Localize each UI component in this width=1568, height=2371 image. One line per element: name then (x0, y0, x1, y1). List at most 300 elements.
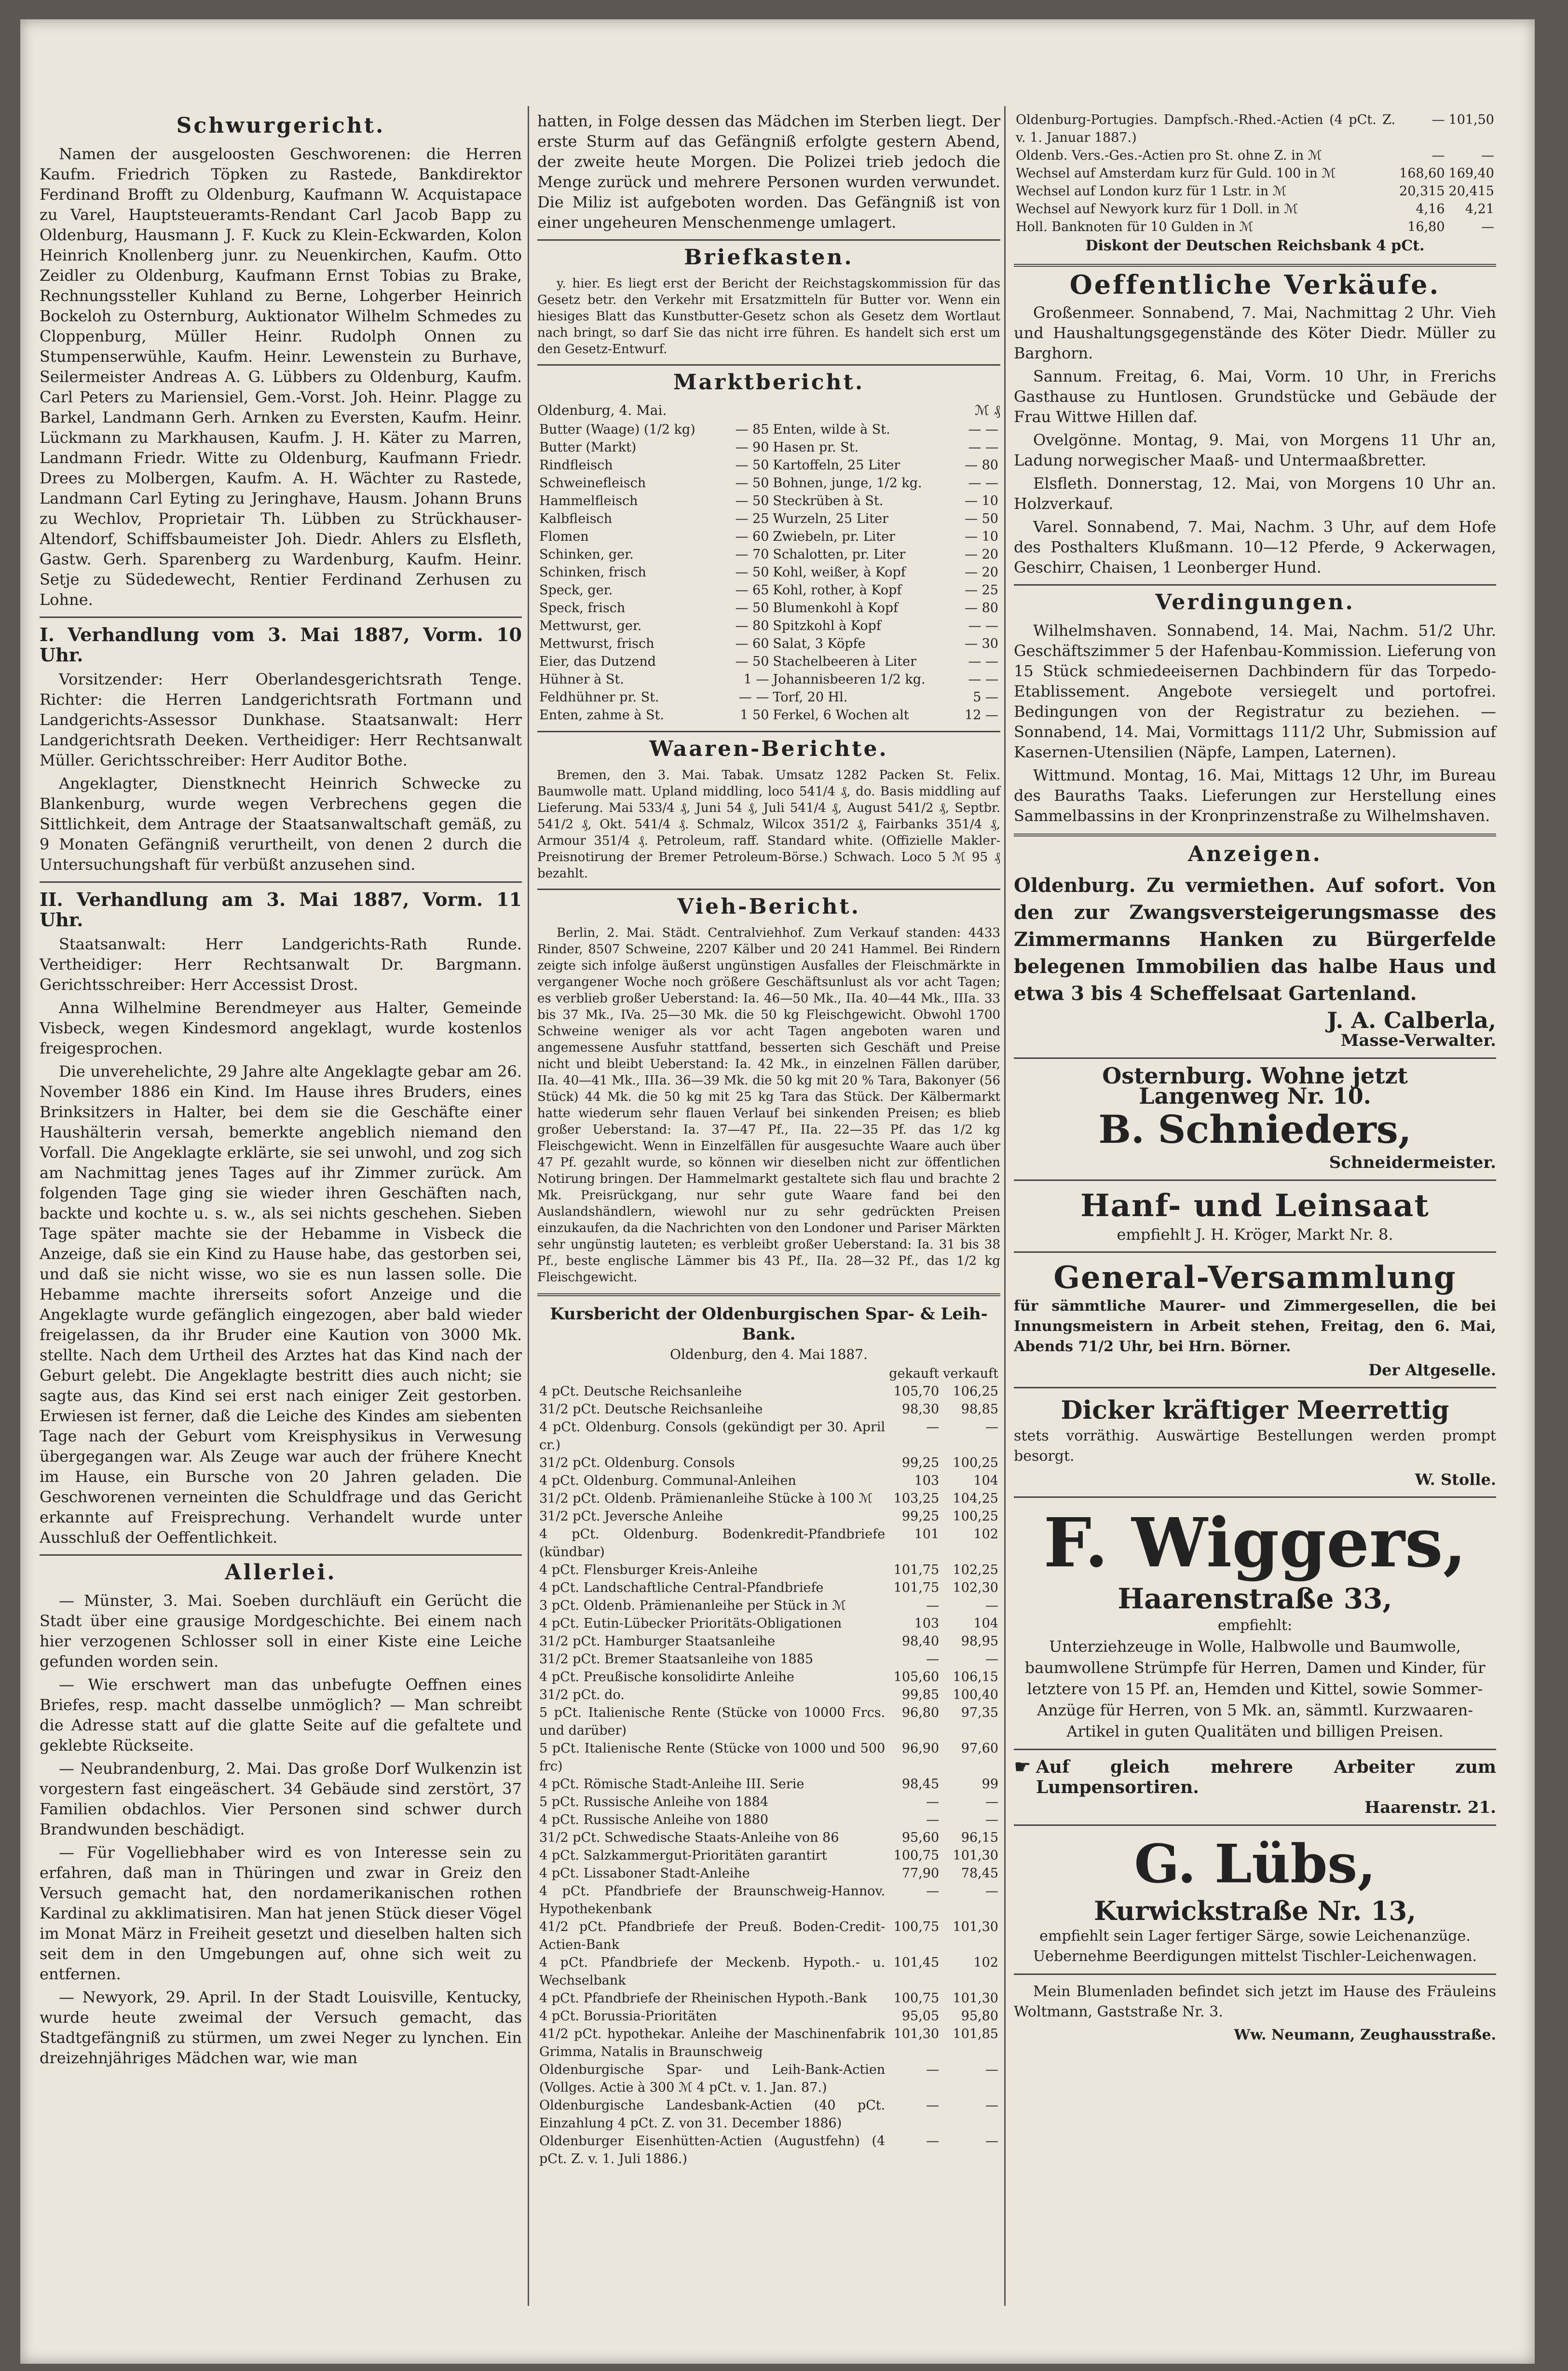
table-cell: 31/2 pCt. Hamburger Staatsanleihe (539, 1634, 776, 1649)
table-cell: 31/2 pCt. Schwedische Staats-Anleihe von 86 (539, 1830, 839, 1845)
table-cell: 168,60 (1399, 166, 1445, 181)
table-cell: — (985, 1652, 998, 1667)
table-cell: — 50 (735, 654, 769, 669)
divider (1014, 1179, 1496, 1181)
table-cell: — (926, 1795, 940, 1809)
table-cell: 4 pCt. Salzkammergut-Prioritäten garantirt (539, 1848, 827, 1863)
table-cell: — 50 (735, 493, 769, 508)
divider (1014, 834, 1496, 836)
table-row (537, 2061, 1000, 2097)
table-cell: — 60 (735, 636, 769, 651)
table-cell: 31/2 pCt. Oldenb. Prämienanleihe Stücke à 100 ℳ (539, 1491, 873, 1506)
table-cell: 101,30 (953, 1848, 998, 1863)
sales-list (1014, 302, 1496, 577)
divider (40, 1554, 522, 1556)
table-cell: 103,25 (893, 1491, 940, 1506)
ad-oldenburg (1014, 872, 1496, 1051)
table-cell: 4 pCt. Römische Stadt-Anleihe III. Serie (539, 1777, 804, 1792)
table-row (537, 1811, 1000, 1829)
table-cell: 100,25 (953, 1455, 998, 1470)
table-row (537, 546, 1000, 563)
table-cell: Hühner à St. (539, 672, 624, 687)
table-cell: — 20 (965, 565, 998, 580)
table-cell: 99,85 (901, 1687, 940, 1702)
table-row (537, 1775, 1000, 1793)
paragraph: — Newyork, 29. April. In der Stadt Louisville, Kentucky, wurde heute zweimal der Versuch gemacht, das Stadtgefängniß zu stürmen, um zwei Neger zu lynchen. Ein dreizehnjähriges Mädchen war, wie man (40, 1988, 522, 2067)
table-cell: 5 pCt. Russische Anleihe von 1884 (539, 1795, 768, 1809)
ad-text: Auf gleich mehrere Arbeiter zum Lumpensortiren. (1036, 1757, 1496, 1797)
table-cell: Ferkel, 6 Wochen alt (773, 708, 909, 723)
table-cell: 104 (973, 1473, 998, 1488)
table-cell: Salat, 3 Köpfe (773, 636, 866, 651)
table-row (537, 1954, 1000, 1989)
paragraph: Namen der ausgeloosten Geschworenen: die Herren Kaufm. Friedrich Töpken zu Rastede, Bankdirektor Ferdinand Brofft zu Oldenburg, Kaufmann W. Acquistapace zu Varel, Hauptsteueramts-Rendant Carl Jacob Bapp zu Oldenburg, Hausmann J. F. Kuck zu Klein-Eckwarden, Kolon Heinrich Knollenberg junr. zu Neuenkirchen, Kaufm. Otto Zeidler zu Oldenburg, Kaufmann Ernst Tobias zu Brake, Rechnungssteller Kuhland zu Berne, Lohgerber Heinrich Bockeloh zu Osternburg, Auktionator Wilhelm Schmedes zu Cloppenburg, Müller Heinr. Rudolph Onnen zu Stumpenserwühle, Kaufm. Heinr. Lewenstein zu Burhave, Seilermeister Andreas A. G. Lübbers zu Oldenburg, Kaufm. Carl Peters zu Mariensiel, Gem.-Vorst. Joh. Heinr. Plagge zu Barkel, Landmann Gerh. Arnken zu Eversten, Kaufm. Heinr. Lückmann zu Markhausen, Kaufm. J. H. Käter zu Marren, Landmann Friedr. Witte zu Oldenburg, Kaufmann Friedr. Drees zu Molbergen, Kaufm. A. H. Wächter zu Rastede, Landmann Carl Eyting zu Jeringhave, Hausm. Johann Bruns zu Wechlov, Proprietair Th. Lübben zu Strückhauser-Altendorf, Schiffsbaumeister Joh. Diedr. Ahlers zu Elsfleth, Gastw. Gerh. Sparenberg zu Wardenburg, Kaufm. Heinr. Setje zu Südedewecht, Rentier Ferdinand Zerhusen zu Lohne. (40, 145, 522, 609)
table-cell: — 50 (735, 476, 769, 491)
table-cell: Wurzeln, 25 Liter (773, 511, 888, 526)
table-row (537, 474, 1000, 492)
paragraph: y. hier. Es liegt erst der Bericht der Reichstagskommission für das Gesetz betr. den Verkehr mit Ersatzmitteln für Butter vor. Wenn ein hiesiges Blatt das Kunstbutter-Gesetz schon als Gesetz dem Wortlaut nach bringt, so darf Sie das nicht irre führen. Es handelt sich erst um den Gesetz-Entwurf. (537, 276, 1000, 356)
table-cell: Torf, 20 Hl. (773, 690, 848, 705)
table-cell: 4 pCt. Oldenburg. Bodenkredit-Pfandbriefe (kündbar) (539, 1527, 886, 1560)
table-cell: 96,80 (901, 1705, 940, 1720)
table-cell: Oldenburg-Portugies. Dampfsch.-Rhed.-Actien (4 pCt. Z. v. 1. Januar 1887.) (1016, 112, 1396, 145)
table-cell: Eier, das Dutzend (539, 654, 656, 669)
paragraph: Staatsanwalt: Herr Landgerichts-Rath Runde. Vertheidiger: Herr Rechtsanwalt Dr. Bargmann. Gerichtsschreiber: Herr Accessist Drost. (40, 935, 522, 994)
table-cell: — (926, 1652, 940, 1667)
table-cell: 4 pCt. Pfandbriefe der Braunschweig-Hannov. Hypothekenbank (539, 1884, 886, 1917)
table-row (537, 706, 1000, 724)
paragraph: — Münster, 3. Mai. Soeben durchläuft ein Gerücht die Stadt über eine grausige Mordgeschichte. Bei einem nach hier verzogenen Schlosser soll in einer Kiste eine Leiche gefunden worden sein. (40, 1591, 522, 1671)
kurs-head: verkauft (943, 1366, 998, 1381)
ad-name: G. Lübs, (1134, 1833, 1376, 1895)
ad-name: F. Wiggers, (1043, 1504, 1467, 1583)
table-cell: 101,75 (893, 1580, 940, 1595)
table-row (537, 421, 1000, 439)
market-unit: ℳ ₰ (975, 402, 1000, 418)
table-cell: — 60 (735, 529, 769, 544)
table-row (537, 1847, 1000, 1864)
section-title: Vieh-Bericht. (677, 894, 860, 919)
table-row (537, 2097, 1000, 2132)
table-row (537, 1650, 1000, 1668)
table-cell: — (985, 2098, 998, 2113)
ad-line: Osternburg. Wohne jetzt (1102, 1063, 1408, 1089)
divider (1014, 1251, 1496, 1253)
divider (40, 881, 522, 883)
ad-luebs (1014, 1833, 1496, 1967)
table-cell: 98,45 (901, 1777, 940, 1792)
table-cell: Zwiebeln, pr. Liter (773, 529, 896, 544)
table-cell: — (1432, 148, 1445, 163)
column-rule (1004, 106, 1006, 2306)
paragraph: Die unverehelichte, 29 Jahre alte Angeklagte gebar am 26. November 1886 ein Kind. Im Hause ihres Bruders, eines Brinksitzers in Halter, bei dem sie die Geschäfte einer Haushälterin versah, bemerkte angeblich niemand den Vorfall. Die Angeklagte erklärte, sie sei unwohl, und zog sich am Nachmittag jenes Tages auf ihr Zimmer zurück. Am folgenden Tage ging sie wieder ihren Geschäften nach, backte und kochte u. s. w., als sei nichts geschehen. Sieben Tage später machte sie der Hebamme in Visbeck die Anzeige, daß sie ein Kind zu Hause habe, das gestorben sei, und daß sie nicht wisse, wo sie es nun lassen solle. Die Hebamme machte ihrerseits sofort Anzeige und die Angeklagte wurde gefänglich eingezogen, aber bald wieder freigelassen, da ihr Bruder eine Kaution von 3000 Mk. stellte. Nach dem Urtheil des Arztes hat das Kind nach der Geburt gelebt. Die Angeklagte bestritt dies auch nicht; sie sagte aus, das Kind sei erst nach einiger Zeit gestorben. Erwiesen ist ferner, daß die Leiche des Kindes am siebenten Tage nach der Geburt vom Kreisphysikus in Verwesung übergegangen war. Als Zeuge war auch der frühere Knecht im Hause, ein Bursche von 20 Jahren geladen. Die Geschworenen verneinten die Schuldfrage und das Gericht erkannte auf Freisprechung. Verhandelt wurde unter Ausschluß der Oeffentlichkeit. (40, 1062, 522, 1547)
table-cell: — (985, 2134, 998, 2149)
divider (1014, 584, 1496, 586)
ad-signature: Ww. Neumann, Zeughausstraße. (1234, 2027, 1496, 2043)
table-cell: Oldenburger Eisenhütten-Actien (Augustfehn) (4 pCt. Z. v. 1. Juli 1886.) (539, 2134, 886, 2166)
table-row (537, 581, 1000, 599)
table-row (537, 653, 1000, 671)
table-row (537, 671, 1000, 688)
table-cell: 96,15 (961, 1830, 998, 1845)
table-cell: Blumenkohl à Kopf (773, 601, 899, 616)
table-cell: 31/2 pCt. Deutsche Reichsanleihe (539, 1402, 763, 1417)
table-cell: 100,25 (953, 1509, 998, 1524)
table-row (537, 1864, 1000, 1882)
table-cell: 4 pCt. Preußische konsolidirte Anleihe (539, 1670, 794, 1685)
table-cell: 101,75 (893, 1562, 940, 1577)
ad-title: Dicker kräftiger Meerrettig (1061, 1396, 1449, 1425)
table-cell: — (985, 1795, 998, 1809)
table-cell: 99,25 (901, 1509, 940, 1524)
table-cell: 4 pCt. Pfandbriefe der Rheinischen Hypoth.-Bank (539, 1991, 867, 2006)
divider (1014, 264, 1496, 267)
table-cell: — — (968, 476, 998, 491)
table-row (537, 1989, 1000, 2007)
ad-text: Unterziehzeuge in Wolle, Halbwolle und Baumwolle, baumwollene Strümpfe für Herren, Damen und Kinder, für letztere von 15 Pf. an, Hemden und Kittel, sowie Sommer-Anzüge für Herren, von 5 Mk. an, sämmtl. Kurzwaaren-Artikel in guten Qualitäten und billigen Preisen. (1024, 1637, 1486, 1741)
table-cell: Oldenburgische Landesbank-Actien (40 pCt. Einzahlung 4 pCt. Z. von 31. December 1886) (539, 2098, 886, 2131)
divider (1014, 1974, 1496, 1975)
table-row (537, 1686, 1000, 1704)
divider (1014, 1057, 1496, 1059)
table-cell: — 25 (735, 511, 769, 526)
column-2 (537, 111, 1000, 2168)
table-row (1014, 200, 1496, 218)
table-cell: — — (968, 440, 998, 455)
table-cell: 105,70 (893, 1384, 940, 1399)
table-cell: Hammelfleisch (539, 493, 638, 508)
table-cell: 4 pCt. Lissaboner Stadt-Anleihe (539, 1866, 750, 1881)
table-cell: — (926, 1812, 940, 1827)
table-cell: 98,40 (901, 1634, 940, 1649)
table-cell: — — (968, 422, 998, 437)
table-cell: 101 (914, 1527, 940, 1542)
table-cell: 99 (982, 1777, 998, 1792)
table-cell: — (926, 2062, 940, 2077)
table-row (537, 1882, 1000, 1918)
paragraph: — Wie erschwert man das unbefugte Oeffnen eines Briefes, resp. macht dasselbe unmöglich? — Man schreibt die Adresse statt auf die glatte Seite auf die gefaltete und geklebte Rückseite. (40, 1675, 522, 1754)
table-cell: 103 (914, 1616, 940, 1631)
table-cell: — — (968, 672, 998, 687)
table-row (537, 1418, 1000, 1454)
table-cell: 31/2 pCt. Bremer Staatsanleihe von 1885 (539, 1652, 814, 1667)
table-row (1014, 147, 1496, 164)
table-row (537, 1472, 1000, 1490)
table-cell: 4 pCt. Eutin-Lübecker Prioritäts-Obligationen (539, 1616, 842, 1631)
market-date: Oldenburg, 4. Mai. (537, 402, 667, 418)
divider (537, 731, 1000, 732)
table-row (537, 439, 1000, 456)
table-cell: 41/2 pCt. hypothekar. Anleihe der Maschinenfabrik Grimma, Natalis in Braunschweig (539, 2027, 886, 2059)
table-cell: — 30 (965, 636, 998, 651)
divider (1014, 1496, 1496, 1498)
table-cell: 4,16 (1416, 202, 1445, 217)
table-cell: 102 (973, 1527, 998, 1542)
table-cell: Kohl, rother, à Kopf (773, 583, 902, 598)
table-cell: 4 pCt. Pfandbriefe der Meckenb. Hypoth.- u. Wechselbank (539, 1955, 886, 1988)
column-1 (40, 111, 522, 2071)
ad-blumenladen (1014, 1982, 1496, 2045)
column-rule (528, 106, 529, 2306)
table-cell: Bohnen, junge, 1/2 kg. (773, 476, 922, 491)
list-item: Wilhelmshaven. Sonnabend, 14. Mai, Nachm. 51/2 Uhr. Geschäftszimmer 5 der Hafenbau-Kommission. Lieferung von 15 Stück schmiedeeisernen Dachbindern für das Torpedo-Etablissement. Angebote versiegelt und portofrei. Bedingungen von der Registratur zu beziehen. — Sonnabend, 14. Mai, Vormittags 111/2 Uhr, Submission auf Kasernen-Utensilien (Näpfe, Lampen, Laternen). (1014, 621, 1496, 761)
table-cell: Rindfleisch (539, 458, 613, 473)
table-row (537, 635, 1000, 653)
subheading: II. Verhandlung am 3. Mai 1887, Vorm. 11 Uhr. (40, 889, 522, 931)
table-cell: — 90 (735, 440, 769, 455)
table-cell: 31/2 pCt. Jeversche Anleihe (539, 1509, 723, 1524)
table-cell: 1 — (743, 672, 769, 687)
ad-title: Hanf- und Leinsaat (1080, 1188, 1430, 1224)
table-cell: — — (968, 654, 998, 669)
ad-text: Oldenburg. Zu vermiethen. Auf sofort. Von den zur Zwangsversteigerungsmasse des Zimmermanns Hanken zu Bürgerfelde belegenen Immobilien das halbe Haus und etwa 3 bis 4 Scheffelsaat Gartenland. (1014, 874, 1496, 1005)
market-date-row (537, 400, 1000, 421)
table-cell: — 50 (735, 601, 769, 616)
table-row (537, 1740, 1000, 1775)
table-cell: Speck, ger. (539, 583, 613, 598)
pointing-hand-icon: ☛ (1014, 1756, 1031, 1778)
table-cell: Schalotten, pr. Liter (773, 547, 906, 562)
ad-signature: W. Stolle. (1415, 1470, 1496, 1489)
table-cell: — (1481, 148, 1494, 163)
table-cell: — 80 (735, 618, 769, 633)
table-cell: — 80 (965, 458, 998, 473)
table-row (537, 1793, 1000, 1811)
table-cell: 95,60 (901, 1830, 940, 1845)
ad-street: Kurwickstraße Nr. 13, (1093, 1895, 1417, 1926)
table-cell: Wechsel auf Newyork kurz für 1 Doll. in ℳ (1016, 202, 1298, 217)
newspaper-page (20, 19, 1535, 2364)
ad-text: für sämmtliche Maurer- und Zimmergesellen, die bei Innungsmeistern in Arbeit stehen, Freitag, den 6. Mai, Abends 71/2 Uhr, bei Hrn. Börner. (1014, 1298, 1496, 1355)
table-row (537, 1508, 1000, 1525)
table-cell: 1 50 (740, 708, 769, 723)
ad-signature: J. A. Calberla, (1327, 1007, 1496, 1033)
table-cell: — 85 (735, 422, 769, 437)
table-cell: 4 pCt. Landschaftliche Central-Pfandbriefe (539, 1580, 824, 1595)
ad-osternburg (1014, 1063, 1496, 1173)
table-cell: 101,45 (893, 1955, 940, 1970)
diskont-line: Diskont der Deutschen Reichsbank 4 pCt. (1085, 237, 1425, 254)
table-cell: 101,30 (953, 1991, 998, 2006)
table-cell: 106,25 (953, 1384, 998, 1399)
table-cell: 95,05 (901, 2009, 940, 2024)
table-cell: 169,40 (1448, 166, 1494, 181)
table-cell: Kalbfleisch (539, 511, 613, 526)
section-title: Schwurgericht. (176, 113, 385, 138)
table-row (537, 1668, 1000, 1686)
list-item: Sannum. Freitag, 6. Mai, Vorm. 10 Uhr, in Frerichs Gasthause zu Huntlosen. Grundstücke und Gebäude der Frau Wittwe Hillen daf. (1014, 367, 1496, 426)
table-cell: 102,25 (953, 1562, 998, 1577)
table-cell: 100,75 (893, 1919, 940, 1934)
table-row (537, 1632, 1000, 1650)
table-cell: 4 pCt. Borussia-Prioritäten (539, 2009, 717, 2024)
paragraph: Vorsitzender: Herr Oberlandesgerichtsrath Tenge. Richter: die Herren Landgerichtsrath Fortmann und Landgerichts-Assessor Dunkhase. Staatsanwalt: Herr Landgerichtsrath Deeken. Vertheidiger: Herr Rechtsanwalt Müller. Gerichtsschreiber: Herr Auditor Bothe. (40, 670, 522, 769)
table-cell: — (985, 1598, 998, 1613)
section-title: Waaren-Berichte. (649, 737, 888, 761)
tenders-list (1014, 620, 1496, 826)
ad-line: empfiehlt J. H. Kröger, Markt Nr. 8. (1117, 1225, 1393, 1244)
table-cell: — (926, 2098, 940, 2113)
table-row (537, 1579, 1000, 1597)
table-cell: Holl. Banknoten für 10 Gulden in ℳ (1016, 219, 1254, 234)
table-cell: 97,35 (961, 1705, 998, 1720)
divider (1014, 1749, 1496, 1750)
table-cell: — 80 (965, 601, 998, 616)
table-cell: Schinken, ger. (539, 547, 634, 562)
table-row (537, 510, 1000, 528)
table-cell: 31/2 pCt. Oldenburg. Consols (539, 1455, 735, 1470)
table-cell: 12 — (965, 708, 998, 723)
table-row (1014, 164, 1496, 182)
table-row (537, 1400, 1000, 1418)
column-3 (1014, 111, 1496, 2045)
ad-arbeiter (1014, 1757, 1496, 1818)
ad-street: Haarenstraße 33, (1118, 1582, 1392, 1615)
ad-wiggers (1014, 1505, 1496, 1742)
table-row (537, 2025, 1000, 2061)
section-title: Kursbericht der Oldenburgischen Spar- & Leih-Bank. (550, 1304, 988, 1344)
paragraph: hatten, in Folge dessen das Mädchen im Sterben liegt. Der erste Sturm auf das Gefängniß erfolgte gestern Abend, der zweite heute Morgen. Die Polizei trieb jedoch die Menge zurück und mehrere Personen wurden verwundet. Die Miliz ist aufgeboten worden. Das Gefängniß ist von einer ungeheuren Menschenmenge umlagert. (537, 112, 1000, 232)
table-row (537, 456, 1000, 474)
table-cell: 99,25 (901, 1455, 940, 1470)
table-cell: — 65 (735, 583, 769, 598)
table-cell: 100,75 (893, 1991, 940, 2006)
section-title: Marktbericht. (673, 370, 865, 395)
paragraph: Anna Wilhelmine Berendmeyer aus Halter, Gemeinde Visbeck, wegen Kindesmord angeklagt, wurde kostenlos freigesprochen. (40, 999, 522, 1057)
table-cell: Enten, wilde à St. (773, 422, 890, 437)
table-row (537, 1383, 1000, 1400)
ad-address: Haarenstr. 21. (1364, 1798, 1496, 1817)
table-cell: 100,40 (953, 1687, 998, 1702)
table-cell: — 20 (965, 547, 998, 562)
table-cell: — — (968, 618, 998, 633)
divider (537, 239, 1000, 241)
table-cell: 105,60 (893, 1670, 940, 1685)
table-cell: 20,315 (1399, 184, 1445, 199)
table-row (537, 1454, 1000, 1472)
table-cell: 5 — (973, 690, 998, 705)
table-cell: — 25 (965, 583, 998, 598)
table-row (537, 1615, 1000, 1632)
kurs-table-continued (1014, 111, 1496, 236)
table-cell: Speck, frisch (539, 601, 626, 616)
table-row (537, 2132, 1000, 2168)
ad-text: stets vorräthig. Auswärtige Bestellungen werden prompt besorgt. (1014, 1427, 1496, 1465)
table-cell: 20,415 (1448, 184, 1494, 199)
list-item: Ovelgönne. Montag, 9. Mai, von Morgens 11 Uhr an, Ladung norwegischer Maaß- und Untermaaßbretter. (1014, 431, 1496, 469)
kurs-table (537, 1365, 1000, 2168)
table-cell: 103 (914, 1473, 940, 1488)
kurs-date: Oldenburg, den 4. Mai 1887. (670, 1346, 868, 1362)
table-cell: Spitzkohl à Kopf (773, 618, 881, 633)
table-cell: Johannisbeeren 1/2 kg. (773, 672, 926, 687)
ad-line: Langenweg Nr. 10. (1139, 1083, 1371, 1109)
kurs-head (537, 1365, 887, 1383)
table-row (537, 1597, 1000, 1615)
table-row (537, 2007, 1000, 2025)
paragraph: Angeklagter, Dienstknecht Heinrich Schwecke zu Blankenburg, wurde wegen Verbrechens gegen die Sittlichkeit, dem Antrage der Staatsanwaltschaft gemäß, zu 9 Monaten Gefängniß verurtheilt, von denen 2 durch die Untersuchungshaft für verbüßt anzusehen sind. (40, 774, 522, 874)
ad-meerrettig (1014, 1395, 1496, 1490)
table-cell: Kohl, weißer, à Kopf (773, 565, 906, 580)
kurs-head: gekauft (889, 1366, 940, 1381)
table-cell: Butter (Waage) (1/2 kg) (539, 422, 695, 437)
table-cell: 101,50 (1448, 112, 1494, 127)
subheading: I. Verhandlung vom 3. Mai 1887, Vorm. 10 Uhr. (40, 624, 522, 666)
table-row (1014, 111, 1496, 147)
divider (537, 1293, 1000, 1296)
table-cell: — (926, 1884, 940, 1899)
table-cell: — 50 (735, 565, 769, 580)
table-row (537, 599, 1000, 617)
paragraph: Bremen, den 3. Mai. Tabak. Umsatz 1282 Packen St. Felix. Baumwolle matt. Upland middling, loco 541/4 ₰, do. Basis middling auf Lieferung. Mai 533/4 ₰, Juni 54 ₰, Juli 541/4 ₰, August 541/2 ₰, Septbr. 541/2 ₰, Okt. 541/4 ₰. Schmalz, Wilcox 351/2 ₰, Fairbanks 351/4 ₰, Armour 351/4 ₰. Petroleum, raff. Standard white. (Offizielle Makler-Preisnotirung der Bremer Petroleum-Börse.) Schwach. Loco 5 ℳ 95 ₰ bezahlt. (537, 768, 1000, 881)
paragraph: — Neubrandenburg, 2. Mai. Das große Dorf Wulkenzin ist vorgestern fast eingeäschert. 34 Gebäude sind zerstört, 37 Familien obdachlos. Vier Personen sind schwer durch Brandwunden beschädigt. (40, 1759, 522, 1838)
list-item: Elsfleth. Donnerstag, 12. Mai, von Morgens 10 Uhr an. Holzverkauf. (1014, 474, 1496, 513)
table-cell: 101,30 (953, 1919, 998, 1934)
table-cell: — (926, 1420, 940, 1435)
table-cell: — (985, 1884, 998, 1899)
table-cell: — (1481, 219, 1494, 234)
table-cell: Wechsel auf London kurz für 1 Lstr. in ℳ (1016, 184, 1287, 199)
table-cell: 4 pCt. Oldenburg. Consols (gekündigt per 30. April cr.) (539, 1420, 886, 1453)
list-item: Großenmeer. Sonnabend, 7. Mai, Nachmittag 2 Uhr. Vieh und Haushaltungsgegenstände des Köter Diedr. Müller zu Barghorn. (1014, 303, 1496, 362)
table-cell: Hasen pr. St. (773, 440, 859, 455)
table-cell: 4 pCt. Deutsche Reichsanleihe (539, 1384, 742, 1399)
ad-subtitle: Schneidermeister. (1329, 1153, 1496, 1172)
table-cell: Oldenb. Vers.-Ges.-Actien pro St. ohne Z. in ℳ (1016, 148, 1322, 163)
table-cell: — 10 (965, 529, 998, 544)
section-title: Allerlei. (225, 1560, 337, 1585)
table-cell: — (985, 1812, 998, 1827)
table-cell: 16,80 (1407, 219, 1445, 234)
table-cell: 97,60 (961, 1741, 998, 1756)
table-cell: Schinken, frisch (539, 565, 646, 580)
table-cell: Feldhühner pr. St. (539, 690, 659, 705)
ad-line: empfiehlt: (1217, 1617, 1293, 1634)
table-cell: 101,85 (953, 2027, 998, 2042)
table-cell: 4,21 (1465, 202, 1494, 217)
list-item: Varel. Sonnabend, 7. Mai, Nachm. 3 Uhr, auf dem Hofe des Posthalters Klußmann. 10—12 Pferde, 9 Ackerwagen, Geschirr, Chaisen, 1 Leonberger Hund. (1014, 518, 1496, 576)
table-cell: 5 pCt. Italienische Rente (Stücke von 10000 Frcs. und darüber) (539, 1705, 886, 1738)
table-row (1014, 182, 1496, 200)
section-title: Briefkasten. (684, 245, 854, 270)
table-cell: Stachelbeeren à Liter (773, 654, 917, 669)
table-cell: Oldenburgische Spar- und Leih-Bank-Actien (Vollges. Actie à 300 ℳ 4 pCt. v. 1. Jan. 87.) (539, 2062, 886, 2095)
table-cell: 100,75 (893, 1848, 940, 1863)
table-cell: 104 (973, 1616, 998, 1631)
ad-signature-title: Masse-Verwalter. (1340, 1031, 1496, 1050)
table-cell: — (926, 2134, 940, 2149)
divider (1014, 1387, 1496, 1388)
divider (537, 364, 1000, 366)
table-cell: — 10 (965, 493, 998, 508)
table-cell: 96,90 (901, 1741, 940, 1756)
ad-text: Mein Blumenladen befindet sich jetzt im Hause des Fräuleins Woltmann, Gaststraße Nr. 3. (1014, 1983, 1496, 2020)
table-cell: 98,85 (961, 1402, 998, 1417)
table-row (537, 1918, 1000, 1954)
table-cell: — 50 (965, 511, 998, 526)
table-cell: — — (738, 690, 769, 705)
table-row (537, 1704, 1000, 1740)
table-cell: 78,45 (961, 1866, 998, 1881)
table-cell: Enten, zahme à St. (539, 708, 664, 723)
section-title: Anzeigen. (1188, 842, 1322, 866)
market-table (537, 421, 1000, 724)
table-row (537, 1561, 1000, 1579)
table-cell: 102,30 (953, 1580, 998, 1595)
ad-title: General-Versammlung (1053, 1260, 1457, 1296)
table-cell: Mettwurst, frisch (539, 636, 654, 651)
table-cell: 102 (973, 1955, 998, 1970)
